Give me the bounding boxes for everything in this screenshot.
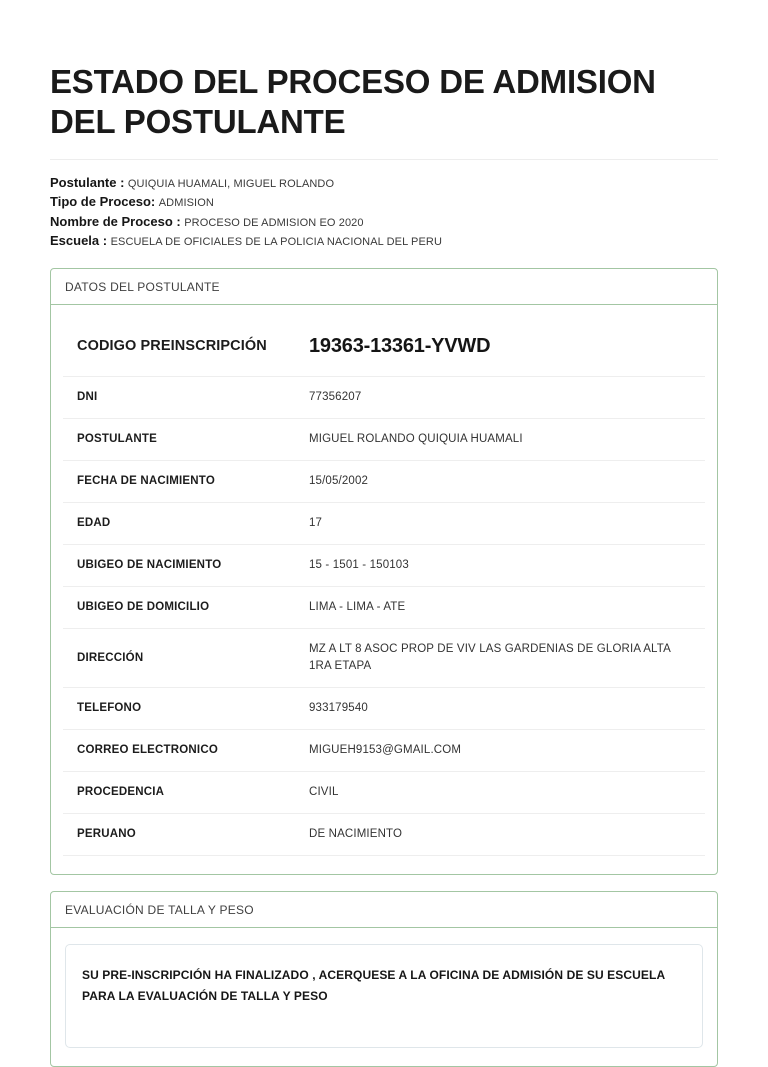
table-row xyxy=(63,376,705,418)
table-row-value: CIVIL xyxy=(297,771,705,813)
table-row-value: 19363-13361-YVWD xyxy=(297,317,705,377)
table-row xyxy=(63,418,705,460)
table-row-value: MIGUEL ROLANDO QUIQUIA HUAMALI xyxy=(297,418,705,460)
meta-value-nombre-proceso: PROCESO DE ADMISION EO 2020 xyxy=(184,216,364,229)
meta-value-tipo-proceso: ADMISION xyxy=(158,197,214,209)
panel-evaluacion-talla-peso xyxy=(50,891,718,1067)
table-row-label: PERUANO xyxy=(63,813,297,855)
panel-evaluacion-body xyxy=(51,928,717,1066)
applicant-data-table xyxy=(63,317,705,856)
meta-row-nombre-proceso xyxy=(50,213,718,233)
table-row-value: MZ A LT 8 ASOC PROP DE VIV LAS GARDENIAS DE GLORIA ALTA 1RA ETAPA xyxy=(297,628,705,687)
table-row xyxy=(63,687,705,729)
table-row xyxy=(63,502,705,544)
table-row-label: EDAD xyxy=(63,502,297,544)
meta-row-tipo-proceso xyxy=(50,193,718,213)
table-row xyxy=(63,544,705,586)
table-row xyxy=(63,317,705,377)
page-title: ESTADO DEL PROCESO DE ADMISION DEL POSTULANTE xyxy=(50,63,656,141)
panel-datos-body xyxy=(51,305,717,874)
table-row-label: DNI xyxy=(63,376,297,418)
applicant-data-table-body xyxy=(63,317,705,856)
table-row xyxy=(63,586,705,628)
meta-value-escuela: ESCUELA DE OFICIALES DE LA POLICIA NACIONAL DEL PERU xyxy=(110,236,443,248)
process-metadata xyxy=(50,174,718,252)
meta-label-nombre-proceso: Nombre de Proceso : xyxy=(50,213,181,229)
table-row-value: 17 xyxy=(297,502,705,544)
table-row xyxy=(63,628,705,687)
table-row xyxy=(63,771,705,813)
table-row-label: POSTULANTE xyxy=(63,418,297,460)
panel-datos-header: DATOS DEL POSTULANTE xyxy=(51,269,717,305)
panel-datos-del-postulante xyxy=(50,268,718,875)
meta-row-postulante xyxy=(50,174,718,194)
table-row-label: FECHA DE NACIMIENTO xyxy=(63,460,297,502)
meta-value-postulante: QUIQUIA HUAMALI, MIGUEL ROLANDO xyxy=(127,177,335,190)
table-row-label: CODIGO PREINSCRIPCIÓN xyxy=(63,317,297,377)
table-row-label: UBIGEO DE DOMICILIO xyxy=(63,586,297,628)
table-row-value: 15 - 1501 - 150103 xyxy=(297,544,705,586)
table-row-value: 933179540 xyxy=(297,687,705,729)
table-row xyxy=(63,729,705,771)
table-row-value: DE NACIMIENTO xyxy=(297,813,705,855)
table-row-label: UBIGEO DE NACIMIENTO xyxy=(63,544,297,586)
meta-row-escuela xyxy=(50,232,718,252)
meta-label-postulante: Postulante : xyxy=(50,174,125,190)
panel-evaluacion-header: EVALUACIÓN DE TALLA Y PESO xyxy=(51,892,717,928)
title-divider xyxy=(50,159,718,160)
table-row-value: MIGUEH9153@GMAIL.COM xyxy=(297,729,705,771)
table-row-label: CORREO ELECTRONICO xyxy=(63,729,297,771)
table-row-value: 77356207 xyxy=(297,376,705,418)
table-row-value: 15/05/2002 xyxy=(297,460,705,502)
status-alert-message: SU PRE-INSCRIPCIÓN HA FINALIZADO , ACERQUESE A LA OFICINA DE ADMISIÓN DE SU ESCUELA PARA LA EVALUACIÓN DE TALLA Y PESO xyxy=(82,967,665,1003)
table-row-label: PROCEDENCIA xyxy=(63,771,297,813)
meta-label-tipo-proceso: Tipo de Proceso: xyxy=(50,194,156,209)
status-alert-box xyxy=(65,944,703,1048)
meta-label-escuela: Escuela : xyxy=(50,233,108,248)
table-row xyxy=(63,460,705,502)
table-row-label: DIRECCIÓN xyxy=(63,628,297,687)
table-row-value: LIMA - LIMA - ATE xyxy=(297,586,705,628)
table-row xyxy=(63,813,705,855)
table-row-label: TELEFONO xyxy=(63,687,297,729)
